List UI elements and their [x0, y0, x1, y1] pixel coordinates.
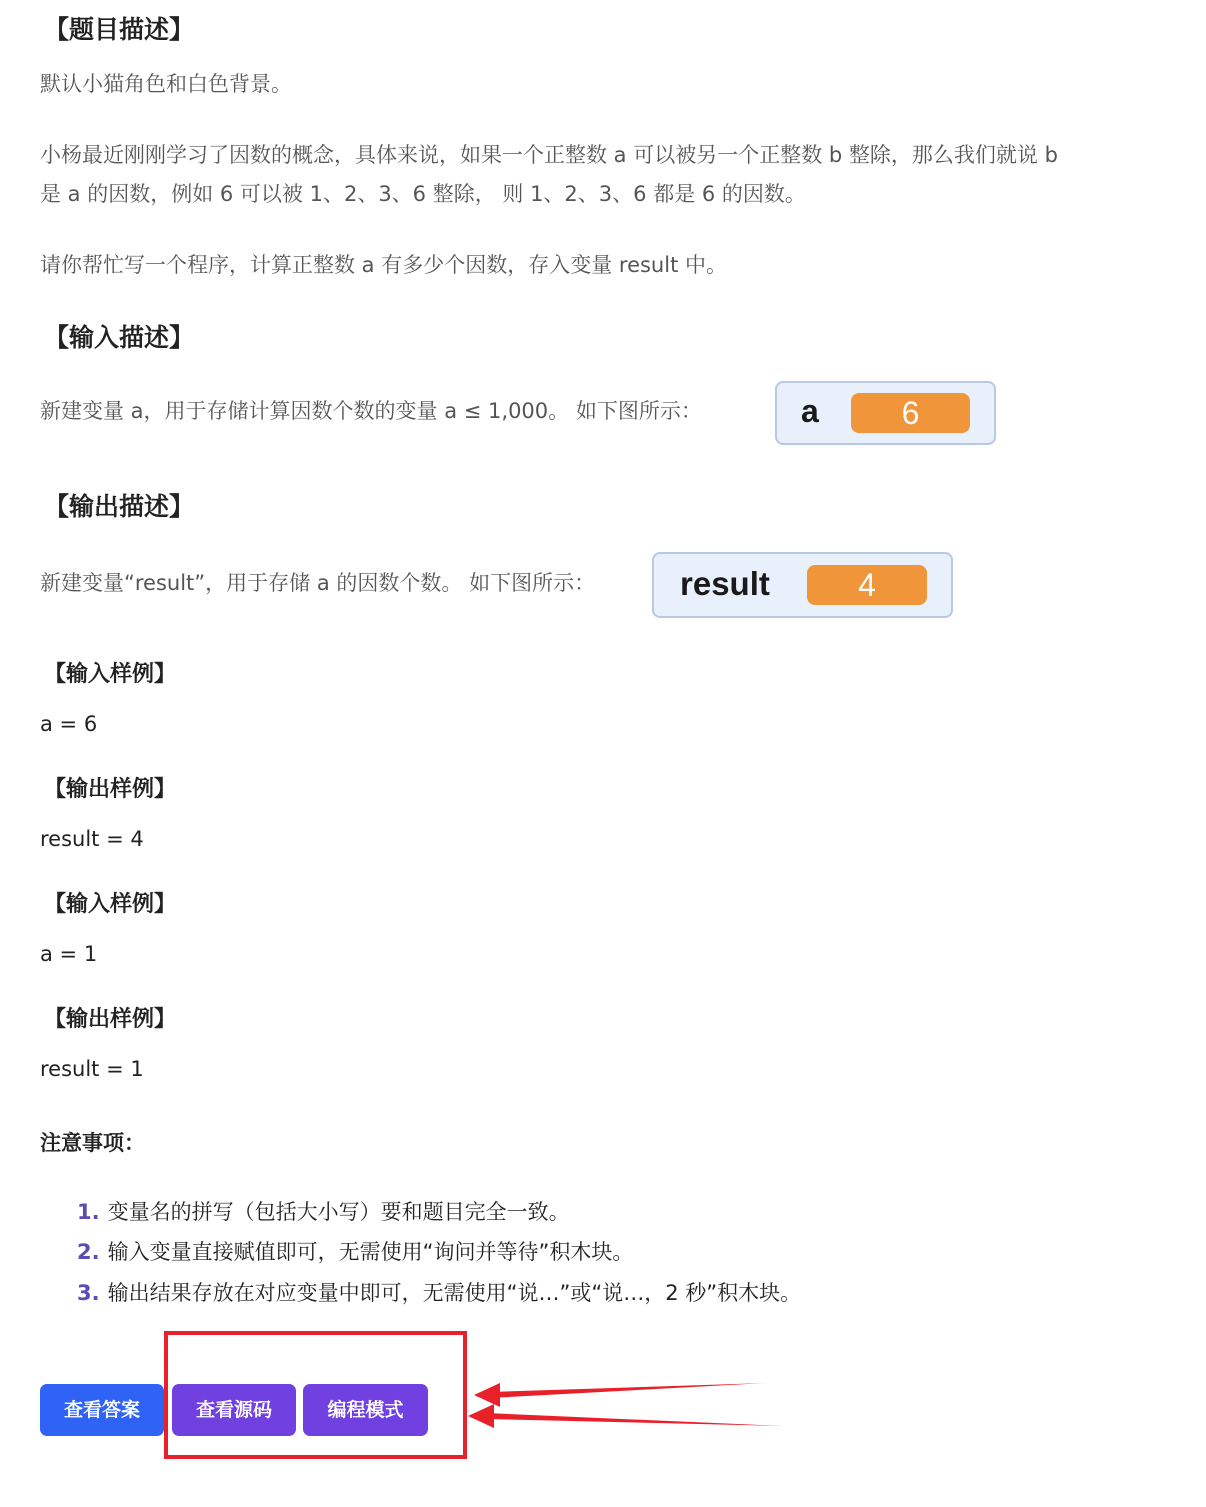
note-item-2-number: 2.: [77, 1240, 100, 1264]
notes-title: 注意事项：: [40, 1131, 145, 1155]
sample-output-1-value: result = 4: [40, 827, 144, 851]
code-mode-button[interactable]: 编程模式: [303, 1384, 428, 1436]
input-description-title: 【输入描述】: [44, 323, 195, 352]
variable-a-value: 6: [851, 393, 970, 433]
arrow-icon: [474, 1383, 766, 1407]
sample-input-2-title: 【输入样例】: [44, 892, 177, 917]
sample-input-2-value: a = 1: [40, 942, 98, 966]
note-item-3-number: 3.: [77, 1281, 100, 1305]
note-item-3-text: 输出结果存放在对应变量中即可，无需使用“说…”或“说…，2 秒”积木块。: [107, 1281, 802, 1305]
highlight-box: [166, 1333, 465, 1457]
input-description-text: 新建变量 a，用于存储计算因数个数的变量 a ≤ 1,000。 如下图所示：: [40, 399, 702, 423]
description-paragraph-1: 默认小猫角色和白色背景。: [40, 72, 292, 96]
description-paragraph-2-line-2: 是 a 的因数，例如 6 可以被 1、2、3、6 整除， 则 1、2、3、6 都是 6 的因数。: [40, 182, 806, 206]
description-paragraph-3: 请你帮忙写一个程序，计算正整数 a 有多少个因数，存入变量 result 中。: [40, 253, 727, 277]
sample-output-1-title: 【输出样例】: [44, 777, 177, 802]
note-item-1-text: 变量名的拼写（包括大小写）要和题目完全一致。: [107, 1200, 570, 1224]
note-item-1-number: 1.: [77, 1200, 100, 1224]
problem-description-title: 【题目描述】: [44, 15, 195, 44]
view-answer-button[interactable]: 查看答案: [40, 1384, 164, 1436]
output-description-title: 【输出描述】: [44, 492, 195, 521]
variable-a-name: a: [801, 393, 819, 429]
description-paragraph-2-line-1: 小杨最近刚刚学习了因数的概念，具体来说，如果一个正整数 a 可以被另一个正整数 b 整除，那么我们就说 b: [40, 143, 1058, 167]
sample-input-1-title: 【输入样例】: [44, 662, 177, 687]
note-item-2-text: 输入变量直接赋值即可，无需使用“询问并等待”积木块。: [107, 1240, 634, 1264]
variable-result-name: result: [680, 565, 770, 602]
output-description-text: 新建变量“result”，用于存储 a 的因数个数。 如下图所示：: [40, 571, 596, 595]
view-source-button[interactable]: 查看源码: [172, 1384, 296, 1436]
sample-output-2-title: 【输出样例】: [44, 1007, 177, 1032]
sample-input-1-value: a = 6: [40, 712, 98, 736]
variable-result-value: 4: [807, 565, 927, 605]
arrow-icon: [468, 1404, 783, 1428]
sample-output-2-value: result = 1: [40, 1057, 144, 1081]
